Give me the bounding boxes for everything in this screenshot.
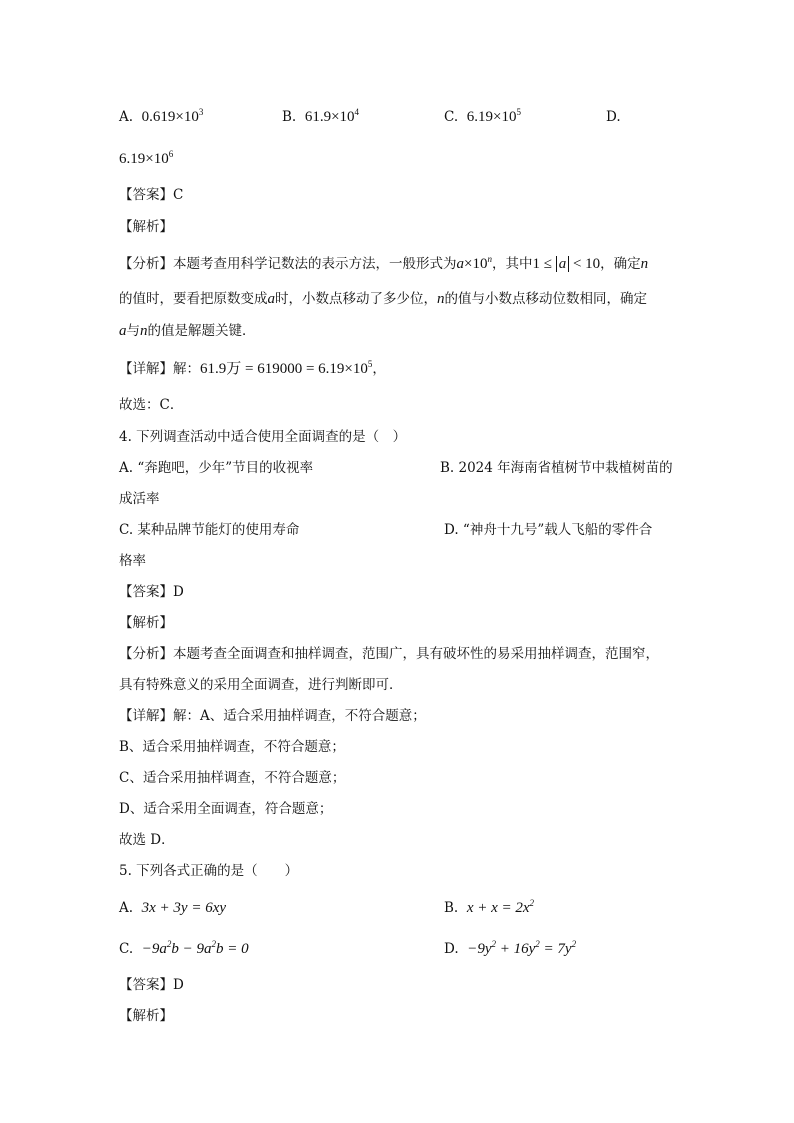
q4-detail-line4: D、适合采用全面调查，符合题意；	[119, 801, 333, 817]
q4-stem: 4. 下列调查活动中适合使用全面调查的是（ ）	[119, 429, 407, 445]
option-label: B.	[282, 109, 297, 125]
q3-analysis-heading: 【解析】	[119, 219, 173, 235]
q3-option-c	[444, 108, 521, 126]
q4-analysis-heading: 【解析】	[119, 615, 173, 631]
q3-answer: 【答案】C	[119, 187, 184, 203]
option-expression: $61.9\times 10^4$	[304, 107, 360, 125]
q4-option-d-line2: 格率	[119, 553, 146, 569]
q5-stem: 5. 下列各式正确的是（ ）	[119, 863, 299, 879]
q5-option-d: D. $-9y^2 + 16y^2 = 7y^2$	[444, 939, 577, 957]
q3-option-a	[119, 108, 203, 126]
q4-fenxi-line1: 【分析】本题考查全面调查和抽样调查，范围广，具有破坏性的易采用抽样调查，范围窄，	[119, 646, 659, 662]
option-expression: $6.19\times 10^5$	[466, 107, 521, 125]
section-tag: 【分析】	[119, 256, 173, 272]
q3-fenxi-line2: 的值时，要看把原数变成a时，小数点移动了多少位，n的值与小数点移动位数相同，确定	[119, 291, 647, 307]
q3-fenxi-line1: 【分析】本题考查用科学记数法的表示方法，一般形式为$a\times 10^n$，其中1 ≤ a < 10，确定n	[119, 254, 649, 272]
q3-option-d-label: D.	[606, 109, 621, 125]
q5-option-a: A. 3x + 3y = 6xy	[119, 900, 227, 916]
q4-detail-line1: 【详解】解：A、适合采用抽样调查，不符合题意；	[119, 708, 426, 724]
q3-detail: 【详解】解：61.9万 = $619000 = 6.19\times 10^5$，	[119, 359, 386, 377]
q3-conclusion: 故选：C．	[119, 397, 184, 413]
q5-option-b: B. $x + x = 2x^2$	[444, 898, 535, 916]
q4-option-a: A. “奔跑吧，少年”节目的收视率	[119, 460, 314, 476]
q3-option-b	[282, 108, 359, 126]
q4-detail-line2: B、适合采用抽样调查，不符合题意；	[119, 739, 345, 755]
q3-option-d-expression: $6.19\times 10^6$	[119, 149, 174, 167]
q4-conclusion: 故选 D．	[119, 832, 175, 848]
q4-option-b-line1: B. 2024 年海南省植树节中栽植树苗的	[440, 460, 673, 476]
q3-fenxi-line3: a与n的值是解题关键．	[119, 323, 256, 339]
q4-option-c: C. 某种品牌节能灯的使用寿命	[119, 522, 300, 538]
q4-option-d-line1: D. “神舟十九号”载人飞船的零件合	[444, 522, 653, 538]
q5-option-c: C. $-9a^2b - 9a^2b = 0$	[119, 939, 249, 957]
q4-answer: 【答案】D	[119, 584, 184, 600]
q4-detail-line3: C、适合采用抽样调查，不符合题意；	[119, 770, 346, 786]
option-label: C.	[444, 109, 459, 125]
q5-analysis-heading: 【解析】	[119, 1008, 173, 1024]
section-tag: 【详解】	[119, 361, 173, 377]
option-label: A.	[119, 109, 134, 125]
q4-option-b-line2: 成活率	[119, 491, 160, 507]
q4-fenxi-line2: 具有特殊意义的采用全面调查，进行判断即可．	[119, 677, 403, 693]
option-expression: $0.619\times 10^3$	[141, 107, 204, 125]
q5-answer: 【答案】D	[119, 977, 184, 993]
